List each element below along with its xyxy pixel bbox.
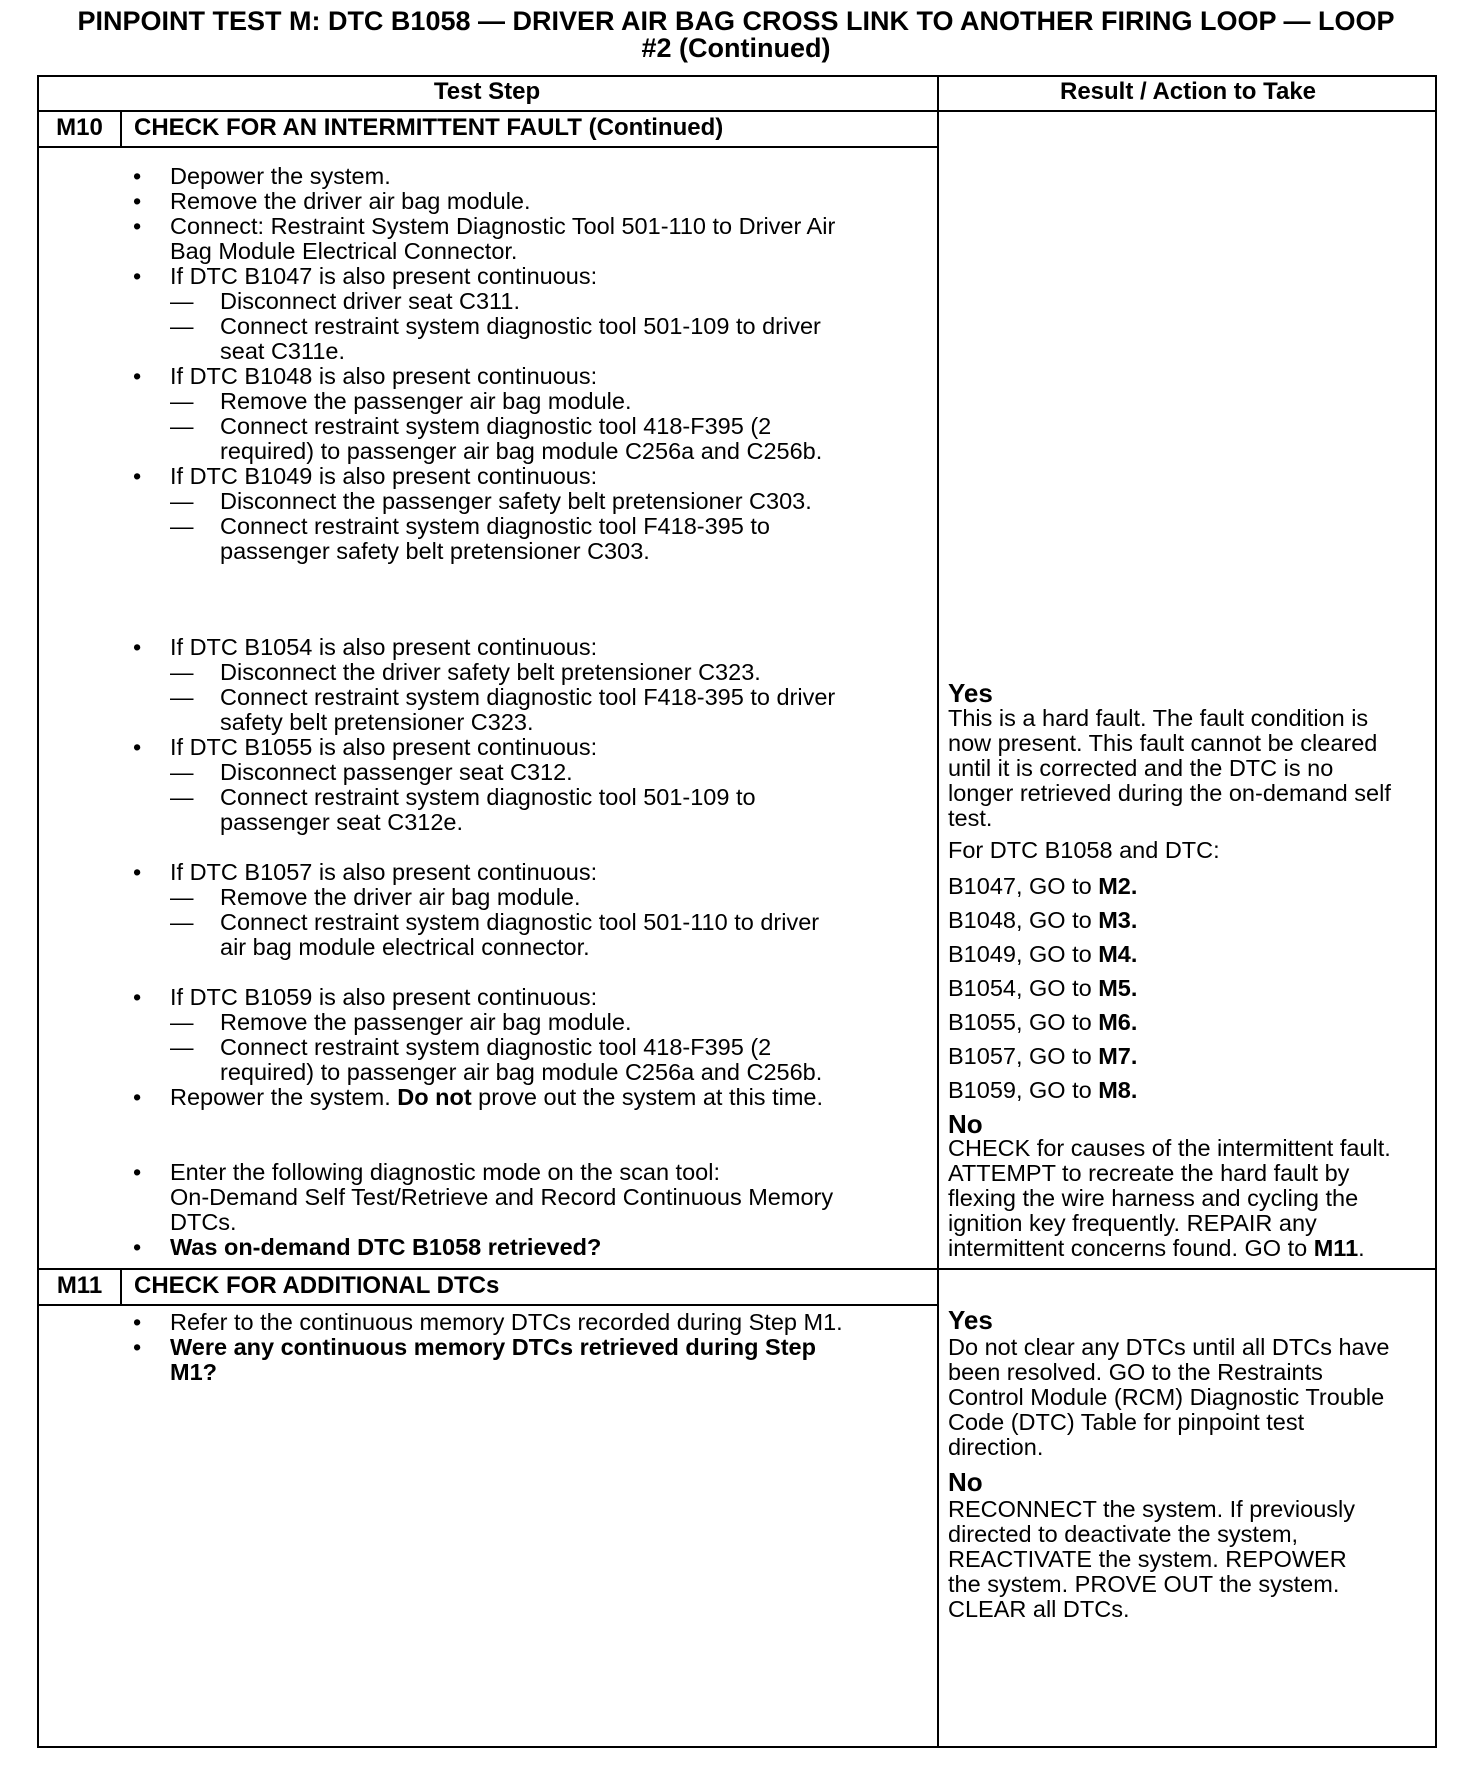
step-text: If DTC B1047 is also present continuous: (170, 263, 598, 289)
goto-link[interactable]: M8. (1098, 1077, 1138, 1103)
result-no-label: No (948, 1467, 983, 1497)
result-text: ignition key frequently. REPAIR any (948, 1210, 1317, 1236)
step-text: On-Demand Self Test/Retrieve and Record Continuous Memory (170, 1184, 834, 1210)
result-text: For DTC B1058 and DTC: (948, 837, 1220, 863)
goto-link[interactable]: M2. (1098, 873, 1138, 899)
m10-title-rule (37, 146, 937, 148)
result-text: longer retrieved during the on-demand self (948, 780, 1391, 806)
result-text: RECONNECT the system. If previously (948, 1496, 1356, 1522)
step-text: Bag Module Electrical Connector. (170, 238, 518, 264)
result-text: directed to deactivate the system, (948, 1521, 1299, 1547)
bullet-icon: • (133, 263, 142, 289)
result-text: direction. (948, 1434, 1044, 1460)
m11-id-divider (120, 1268, 122, 1304)
bullet-icon: • (133, 859, 142, 885)
step-id-m10: M10 (56, 114, 103, 141)
substep-text: Connect restraint system diagnostic tool 501-109 to (220, 784, 756, 810)
result-text: Code (DTC) Table for pinpoint test (948, 1409, 1305, 1435)
dash-icon: — (170, 759, 194, 785)
dash-icon: — (170, 513, 194, 539)
goto-item: B1049, GO to M4. (948, 941, 1138, 967)
bullet-icon: • (133, 213, 142, 239)
step-text: Refer to the continuous memory DTCs recorded during Step M1. (170, 1309, 843, 1335)
substep-text: Connect restraint system diagnostic tool 418-F395 (2 (220, 1034, 772, 1060)
result-text: intermittent concerns found. GO to M11. (948, 1235, 1365, 1261)
result-text: CLEAR all DTCs. (948, 1596, 1130, 1622)
bullet-icon: • (133, 188, 142, 214)
title-line-1: PINPOINT TEST M: DTC B1058 — DRIVER AIR BAG CROSS LINK TO ANOTHER FIRING LOOP — LOOP (77, 6, 1395, 36)
step-title-m10: CHECK FOR AN INTERMITTENT FAULT (Continued) (134, 114, 724, 141)
result-text: now present. This fault cannot be cleared (948, 730, 1378, 756)
column-header-result: Result / Action to Take (1059, 78, 1317, 105)
result-text: been resolved. GO to the Restraints (948, 1359, 1323, 1385)
dash-icon: — (170, 288, 194, 314)
goto-item: B1048, GO to M3. (948, 907, 1138, 933)
dash-icon: — (170, 413, 194, 439)
dash-icon: — (170, 784, 194, 810)
substep-text: passenger safety belt pretensioner C303. (220, 538, 650, 564)
result-text: REACTIVATE the system. REPOWER (948, 1546, 1347, 1572)
substep-text: Connect restraint system diagnostic tool 501-110 to driver (220, 909, 820, 935)
result-text: until it is corrected and the DTC is no (948, 755, 1334, 781)
m11-top-rule (37, 1268, 1437, 1270)
substep-text: safety belt pretensioner C323. (220, 709, 534, 735)
goto-link[interactable]: M5. (1098, 975, 1138, 1001)
step-text: Repower the system. Do not prove out the system at this time. (170, 1084, 823, 1110)
m10-id-divider (120, 110, 122, 146)
bullet-icon: • (133, 1309, 142, 1335)
step-id-m11: M11 (56, 1272, 103, 1299)
result-text: the system. PROVE OUT the system. (948, 1571, 1340, 1597)
dash-icon: — (170, 488, 194, 514)
step-text: Enter the following diagnostic mode on the scan tool: (170, 1159, 720, 1185)
bullet-icon: • (133, 363, 142, 389)
result-text: ATTEMPT to recreate the hard fault by (948, 1160, 1350, 1186)
column-header-test-step: Test Step (433, 78, 541, 105)
dash-icon: — (170, 684, 194, 710)
substep-text: required) to passenger air bag module C256a and C256b. (220, 438, 823, 464)
title-line-2: #2 (Continued) (641, 33, 831, 63)
result-text: flexing the wire harness and cycling the (948, 1185, 1359, 1211)
dash-icon: — (170, 388, 194, 414)
bullet-icon: • (133, 1159, 142, 1185)
step-text: Depower the system. (170, 163, 391, 189)
result-text: test. (948, 805, 993, 831)
header-rule (37, 110, 1437, 112)
substep-text: Connect restraint system diagnostic tool F418-395 to driver (220, 684, 836, 710)
result-text: Control Module (RCM) Diagnostic Trouble (948, 1384, 1385, 1410)
m11-title-rule (37, 1304, 937, 1306)
substep-text: Remove the driver air bag module. (220, 884, 581, 910)
substep-text: Disconnect the passenger safety belt pretensioner C303. (220, 488, 812, 514)
dash-icon: — (170, 313, 194, 339)
goto-link[interactable]: M6. (1098, 1009, 1138, 1035)
result-no-label: No (948, 1109, 983, 1139)
step-text: If DTC B1048 is also present continuous: (170, 363, 598, 389)
dash-icon: — (170, 1034, 194, 1060)
substep-text: Connect restraint system diagnostic tool F418-395 to (220, 513, 770, 539)
dash-icon: — (170, 1009, 194, 1035)
result-text: Do not clear any DTCs until all DTCs have (948, 1334, 1390, 1360)
bullet-icon: • (133, 734, 142, 760)
dash-icon: — (170, 909, 194, 935)
step-text: If DTC B1054 is also present continuous: (170, 634, 598, 660)
substep-text: Disconnect driver seat C311. (220, 288, 520, 314)
substep-text: Remove the passenger air bag module. (220, 388, 632, 414)
goto-item: B1047, GO to M2. (948, 873, 1138, 899)
page-title (0, 8, 1472, 62)
bullet-icon: • (133, 163, 142, 189)
step-text: Remove the driver air bag module. (170, 188, 531, 214)
substep-text: seat C311e. (220, 338, 345, 364)
goto-item: B1054, GO to M5. (948, 975, 1138, 1001)
result-text: This is a hard fault. The fault condition is (948, 705, 1369, 731)
substep-text: Remove the passenger air bag module. (220, 1009, 632, 1035)
bullet-icon: • (133, 984, 142, 1010)
column-divider (937, 75, 939, 1748)
step-title-m11: CHECK FOR ADDITIONAL DTCs (134, 1272, 500, 1299)
step-text: If DTC B1055 is also present continuous: (170, 734, 598, 760)
goto-item: B1059, GO to M8. (948, 1077, 1138, 1103)
goto-link[interactable]: M3. (1098, 907, 1138, 933)
substep-text: air bag module electrical connector. (220, 934, 590, 960)
bullet-icon: • (133, 634, 142, 660)
step-text: If DTC B1057 is also present continuous: (170, 859, 598, 885)
step-text: If DTC B1049 is also present continuous: (170, 463, 598, 489)
result-text: CHECK for causes of the intermittent fault. (948, 1135, 1391, 1161)
step-question: Was on-demand DTC B1058 retrieved? (170, 1234, 602, 1260)
result-yes-label: Yes (948, 1305, 993, 1335)
substep-text: Disconnect the driver safety belt pretensioner C323. (220, 659, 761, 685)
substep-text: Disconnect passenger seat C312. (220, 759, 573, 785)
step-question: M1? (170, 1359, 217, 1385)
goto-item: B1057, GO to M7. (948, 1043, 1138, 1069)
bullet-icon: • (133, 1334, 142, 1360)
bullet-icon: • (133, 463, 142, 489)
goto-item: B1055, GO to M6. (948, 1009, 1138, 1035)
step-text: If DTC B1059 is also present continuous: (170, 984, 598, 1010)
dash-icon: — (170, 659, 194, 685)
goto-link[interactable]: M11 (1313, 1235, 1359, 1261)
substep-text: Connect restraint system diagnostic tool 418-F395 (2 (220, 413, 772, 439)
bullet-icon: • (133, 1084, 142, 1110)
substep-text: Connect restraint system diagnostic tool 501-109 to driver (220, 313, 821, 339)
step-text: DTCs. (170, 1209, 237, 1235)
result-yes-label: Yes (948, 678, 993, 708)
substep-text: required) to passenger air bag module C256a and C256b. (220, 1059, 823, 1085)
goto-link[interactable]: M7. (1098, 1043, 1138, 1069)
substep-text: passenger seat C312e. (220, 809, 463, 835)
goto-link[interactable]: M4. (1098, 941, 1138, 967)
dash-icon: — (170, 884, 194, 910)
step-text: Connect: Restraint System Diagnostic Tool 501-110 to Driver Air (170, 213, 836, 239)
bullet-icon: • (133, 1234, 142, 1260)
step-question: Were any continuous memory DTCs retrieved during Step (170, 1334, 816, 1360)
